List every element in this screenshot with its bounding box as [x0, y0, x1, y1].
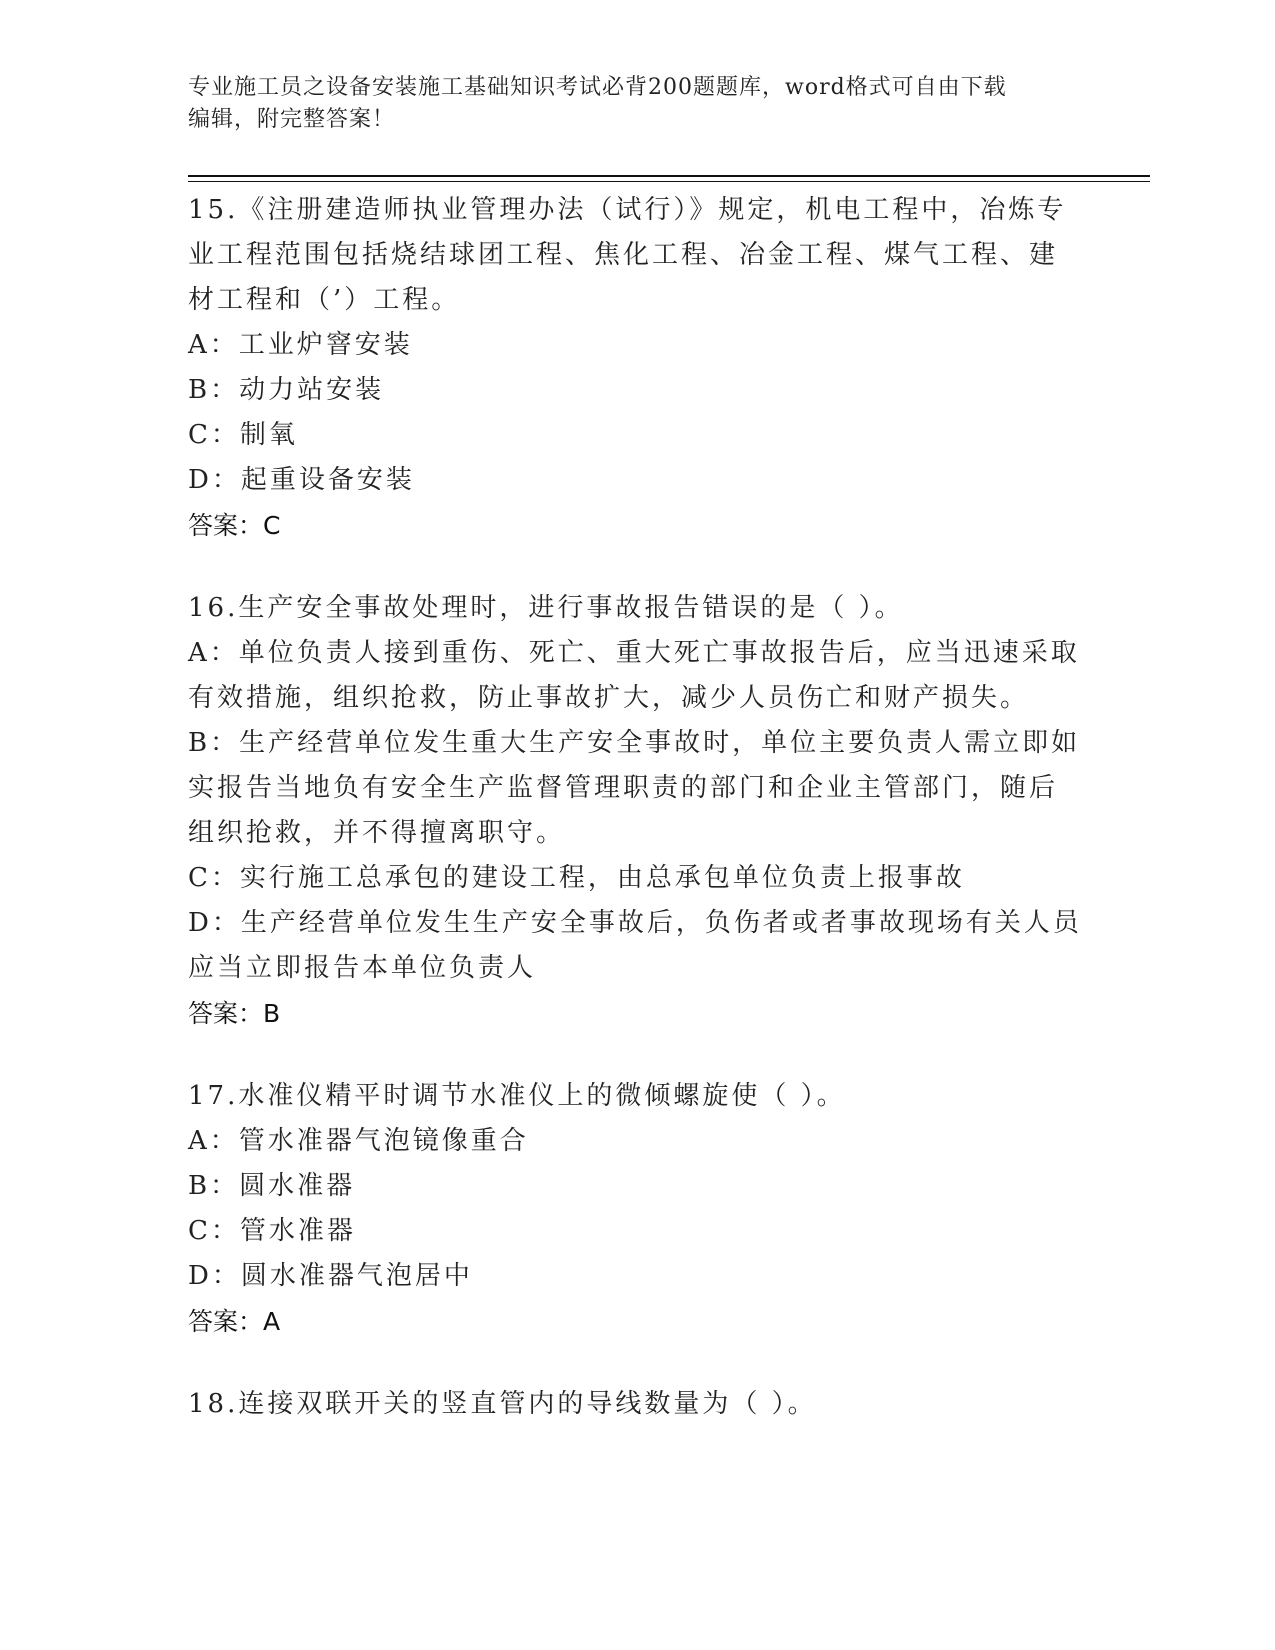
question-1 [188, 188, 1088, 548]
answer-option-line: A：工业炉窨安装 [188, 330, 413, 360]
question-stem-line: 17.水准仪精平时调节水准仪上的微倾螺旋使（ ）。 [188, 1081, 846, 1111]
answer-option [188, 413, 1088, 458]
header-divider-thick [188, 175, 1150, 177]
answer-option [188, 368, 1088, 413]
answer-option [188, 721, 1088, 856]
question-3 [188, 1074, 1088, 1344]
answer-option-line: B：圆水准器 [188, 1171, 356, 1201]
answer-option-line: 组织抢救，并不得擅离职守。 [188, 818, 566, 848]
answer-option-line: C：实行施工总承包的建设工程，由总承包单位负责上报事故 [188, 863, 965, 893]
document-header [188, 72, 1068, 136]
answer-option [188, 323, 1088, 368]
answer-option-line: 有效措施，组织抢救，防止事故扩大，减少人员伤亡和财产损失。 [188, 683, 1030, 713]
header-divider-thin [188, 181, 1150, 182]
answer-key: 答案：A [188, 1307, 281, 1336]
answer-option-line: B：生产经营单位发生重大生产安全事故时，单位主要负责人需立即如 [188, 728, 1081, 758]
answer-key: 答案：B [188, 999, 281, 1028]
answer-option-line: D：圆水准器气泡居中 [188, 1261, 473, 1291]
answer-key: 答案：C [188, 511, 281, 540]
answer-option-line: A：管水准器气泡镜像重合 [188, 1126, 529, 1156]
answer-option [188, 1209, 1088, 1254]
answer-option [188, 631, 1088, 721]
question-list [188, 188, 1088, 1465]
question-4 [188, 1382, 1088, 1427]
answer-option [188, 1254, 1088, 1299]
question-stem-line: 业工程范围包括烧结球团工程、焦化工程、冶金工程、煤气工程、建 [188, 240, 1059, 270]
answer-option [188, 856, 1088, 901]
answer-option-line: 实报告当地负有安全生产监督管理职责的部门和企业主管部门，随后 [188, 773, 1059, 803]
answer-option [188, 1164, 1088, 1209]
answer-option-line: D：起重设备安装 [188, 465, 415, 495]
question-stem-line: 18.连接双联开关的竖直管内的导线数量为（ ）。 [188, 1389, 817, 1419]
answer-option-line: C：制氧 [188, 420, 298, 450]
question-stem-line: 材工程和（’）工程。 [188, 285, 461, 315]
answer-option-line: A：单位负责人接到重伤、死亡、重大死亡事故报告后，应当迅速采取 [188, 638, 1080, 668]
question-2 [188, 586, 1088, 1036]
answer-option-line: B：动力站安装 [188, 375, 385, 405]
answer-option [188, 1119, 1088, 1164]
header-title-line-2: 编辑，附完整答案！ [188, 107, 396, 132]
answer-option-line: D：生产经营单位发生生产安全事故后，负伤者或者事故现场有关人员 [188, 908, 1082, 938]
answer-option-line: C：管水准器 [188, 1216, 356, 1246]
question-stem-line: 15.《注册建造师执业管理办法（试行）》规定，机电工程中，冶炼专 [188, 195, 1067, 225]
answer-option-line: 应当立即报告本单位负责人 [188, 953, 537, 983]
answer-option [188, 458, 1088, 503]
header-title-line-1: 专业施工员之设备安装施工基础知识考试必背200题题库，word格式可自由下载 [188, 75, 1007, 100]
answer-option [188, 901, 1088, 991]
question-stem-line: 16.生产安全事故处理时，进行事故报告错误的是（ ）。 [188, 593, 904, 623]
